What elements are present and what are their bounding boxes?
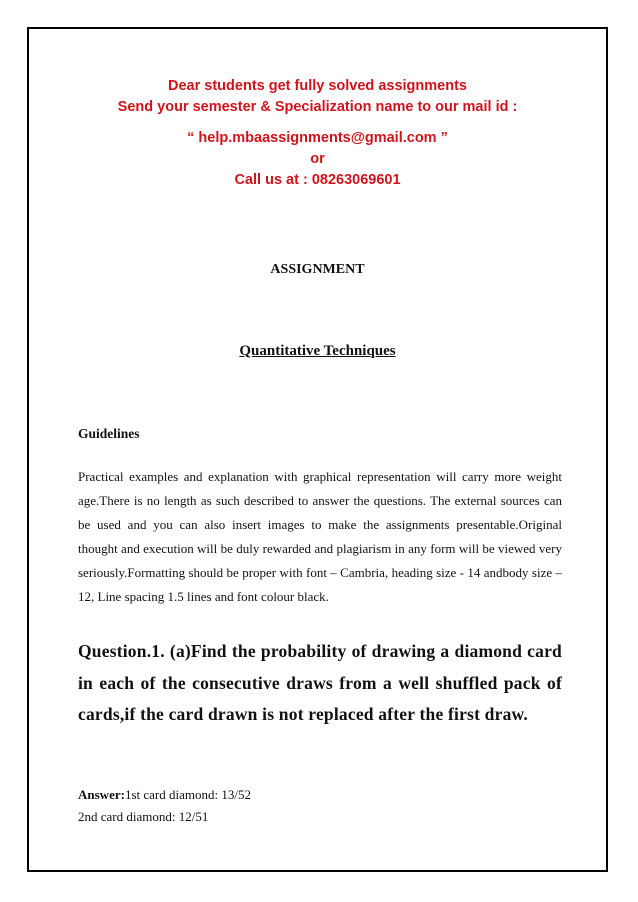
promo-phone: Call us at : 08263069601 xyxy=(234,172,401,188)
answer-line-1 xyxy=(78,784,251,806)
guidelines-body: Practical examples and explanation with graphical representation will carry more weight age.There is no length as such described to answer the questions. The external sources can be used and you can also insert images to make the assignments presentable.Original thought and execution will be duly rewarded and plagiarism in any form will be viewed very seriously.Formatting should be proper with font – Cambria, heading size - 14 andbody size – 12, Line spacing 1.5 lines and font colour black. xyxy=(78,469,562,604)
assignment-title: ASSIGNMENT xyxy=(270,262,365,277)
promo-or: or xyxy=(310,151,325,167)
question-1: Question.1. (a)Find the probability of drawing a diamond card in each of the consecutive draws from a well shuffled pack of cards,if the card drawn is not replaced after the first draw. xyxy=(78,641,562,724)
answer-line-2: 2nd card diamond: 12/51 xyxy=(78,809,209,824)
promo-email: “ help.mbaassignments@gmail.com ” xyxy=(187,130,448,146)
answer-block xyxy=(78,784,251,828)
guidelines-heading: Guidelines xyxy=(78,426,140,441)
answer-text-1: 1st card diamond: 13/52 xyxy=(124,787,251,802)
promo-line-2: Send your semester & Specialization name to our mail id : xyxy=(117,99,518,115)
subject-title: Quantitative Techniques xyxy=(239,343,396,359)
promo-line-1: Dear students get fully solved assignments xyxy=(168,78,467,94)
answer-label: Answer: xyxy=(78,787,125,802)
